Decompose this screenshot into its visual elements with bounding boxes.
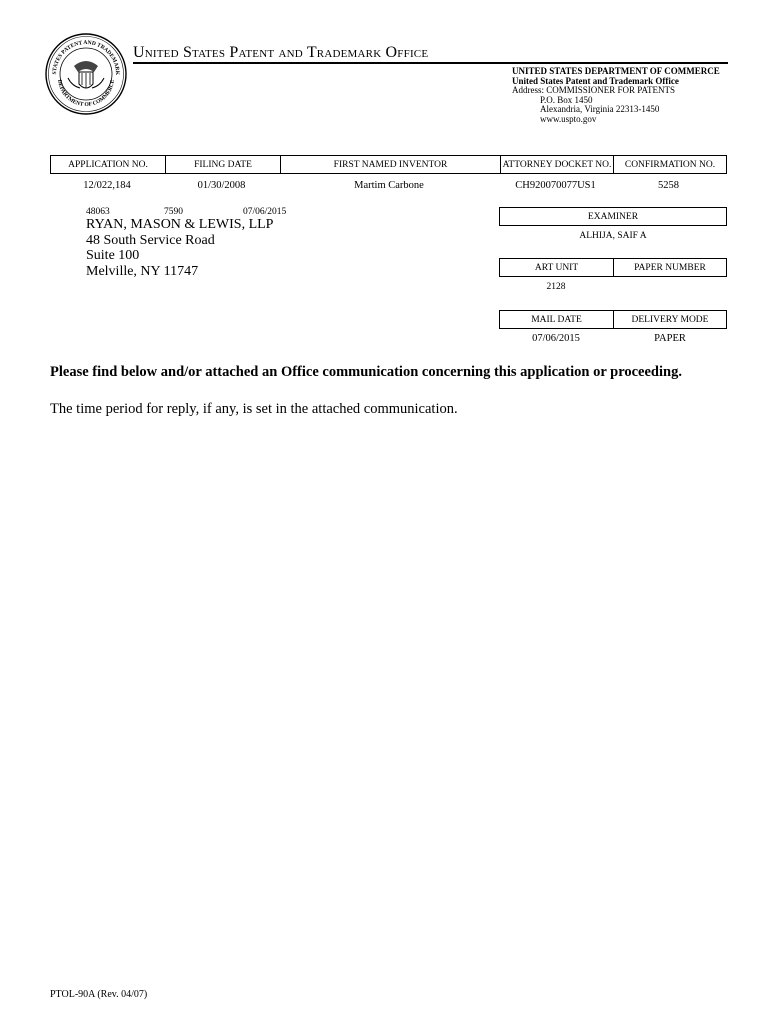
correspondence-address <box>86 217 273 279</box>
addressee-name: RYAN, MASON & LEWIS, LLP <box>86 217 274 232</box>
address-website: www.uspto.gov <box>540 113 597 124</box>
address-po-box: P.O. Box 1450 <box>540 94 593 105</box>
delivery-mode-value: PAPER <box>654 333 686 344</box>
form-number: PTOL-90A (Rev. 04/07) <box>50 989 148 1000</box>
filing-date-value: 01/30/2008 <box>197 180 246 191</box>
header-first-named-inventor: FIRST NAMED INVENTOR <box>280 156 500 173</box>
paper-number-label: PAPER NUMBER <box>613 259 726 276</box>
address-street: 48 South Service Road <box>86 232 215 248</box>
confirmation-no-value: 5258 <box>658 180 679 191</box>
mail-box <box>499 310 727 329</box>
address-line: Address: COMMISSIONER FOR PATENTS <box>512 85 675 95</box>
application-table-header <box>50 155 727 174</box>
examiner-box <box>499 207 727 226</box>
examiner-label: EXAMINER <box>587 211 639 222</box>
dept-name: UNITED STATES DEPARTMENT OF COMMERCE <box>512 66 720 76</box>
customer-number: 48063 <box>86 207 110 217</box>
art-unit-value: 2128 <box>546 282 566 292</box>
correspondence-date: 07/06/2015 <box>243 207 287 217</box>
reply-period-text: The time period for reply, if any, is set in the attached communication. <box>50 401 458 417</box>
header-application-no: APPLICATION NO. <box>68 159 148 170</box>
mail-date-value: 07/06/2015 <box>532 333 580 344</box>
header-attorney-docket-no: ATTORNEY DOCKET NO. <box>500 156 613 173</box>
header-rule <box>133 62 728 64</box>
mail-date-label: MAIL DATE <box>531 314 582 325</box>
examiner-name: ALHIJA, SAIF A <box>579 231 647 241</box>
delivery-mode-label: DELIVERY MODE <box>613 311 726 328</box>
svg-text:UNITED STATES PATENT AND TRADE: STATES PATENT AND TRADEMARK <box>51 39 121 76</box>
art-unit-label: ART UNIT <box>534 262 579 273</box>
header-confirmation-no: CONFIRMATION NO. <box>613 156 726 173</box>
correspondence-code: 7590 <box>164 207 183 217</box>
header-filing-date: FILING DATE <box>165 156 280 173</box>
art-unit-box <box>499 258 727 277</box>
office-name: United States Patent and Trademark Office <box>512 75 679 86</box>
department-address-block <box>512 67 720 124</box>
first-named-inventor-value: Martim Carbone <box>354 180 424 191</box>
address-city-state: Melville, NY 11747 <box>86 263 199 279</box>
address-suite: Suite 100 <box>86 248 140 263</box>
application-no-value: 12/022,184 <box>83 180 131 191</box>
uspto-seal-icon <box>44 32 128 116</box>
address-city: Alexandria, Virginia 22313-1450 <box>540 104 660 114</box>
svg-text:DEPARTMENT OF COMMERCE: DEPARTMENT OF COMMERCE <box>56 79 116 109</box>
office-title: United States Patent and Trademark Office <box>133 44 429 61</box>
office-communication-notice: Please find below and/or attached an Office communication concerning this application or proceeding. <box>50 364 682 380</box>
attorney-docket-no-value: CH920070077US1 <box>515 180 596 191</box>
